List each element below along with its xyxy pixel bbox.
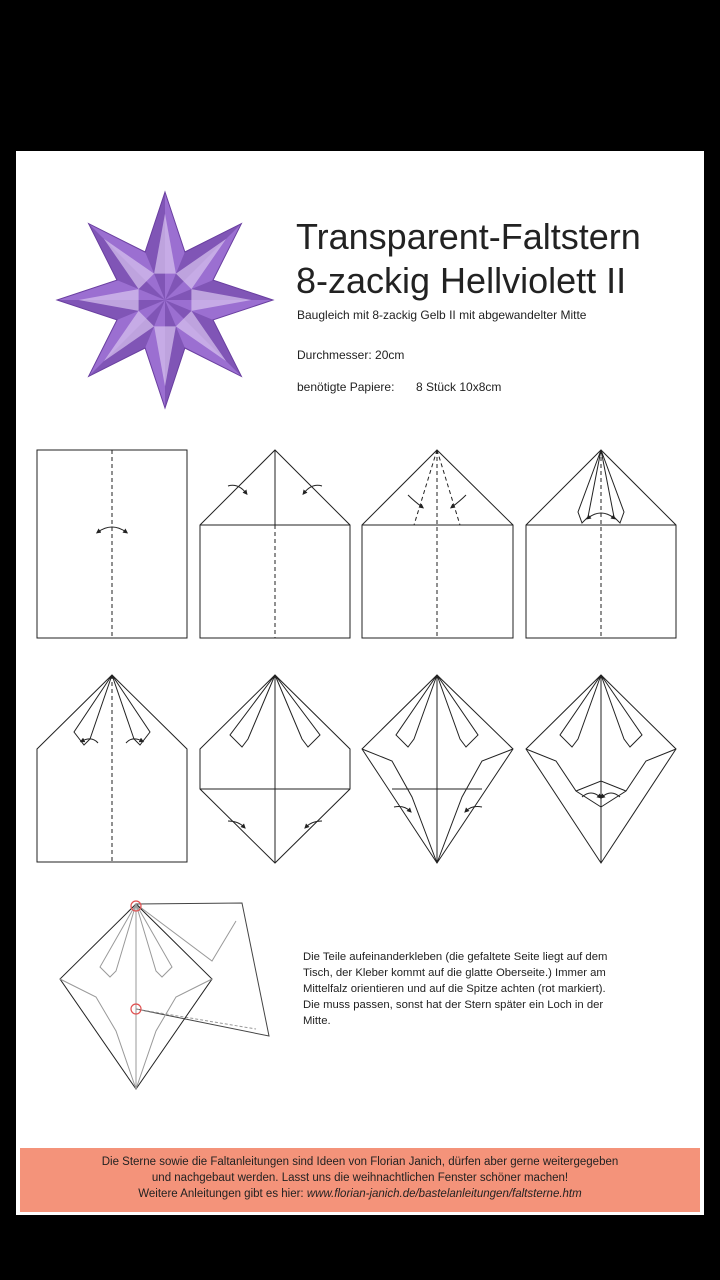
subtitle: Baugleich mit 8-zackig Gelb II mit abgewandelter Mitte [297,308,587,322]
title-line-1: Transparent-Faltstern [296,216,641,257]
step-5-diagram [37,675,187,862]
step-8-diagram [526,675,676,863]
diameter-text: Durchmesser: 20cm [297,348,405,362]
step-7-diagram [362,675,513,863]
papers-label: benötigte Papiere: [297,380,395,394]
footer-credits [20,1148,700,1212]
title-line-2: 8-zackig Hellviolett II [296,260,627,301]
step-1-diagram [37,450,187,638]
papers-count: 8 Stück 10x8cm [416,380,502,394]
step-4-diagram [526,450,676,638]
footer-line-2: und nachgebaut werden. Lasst uns die weihnachtlichen Fenster schöner machen! [151,1172,569,1184]
assembly-diagram [60,901,269,1089]
step-3-diagram [362,450,513,638]
assembly-instructions: Die Teile aufeinanderkleben (die gefaltete Seite liegt auf dem Tisch, der Kleber kommt auf die glatte Oberseite.) Immer am Mittelfalz orientieren und auf die Spitze achten (rot markiert). Die muss passen, sonst hat der Stern später ein Loch in der Mitte. [303,951,608,1027]
instruction-sheet [16,151,704,1215]
footer-url-link[interactable]: www.florian-janich.de/bastelanleitungen/faltsterne.htm [306,1188,582,1200]
step-2-diagram [200,450,350,638]
footer-prefix: Weitere Anleitungen gibt es hier: [138,1188,307,1200]
footer-line-1: Die Sterne sowie die Faltanleitungen sind Ideen von Florian Janich, dürfen aber gerne weitergegeben [101,1156,619,1168]
footer-line-3 [20,1186,700,1202]
step-6-diagram [200,675,350,863]
